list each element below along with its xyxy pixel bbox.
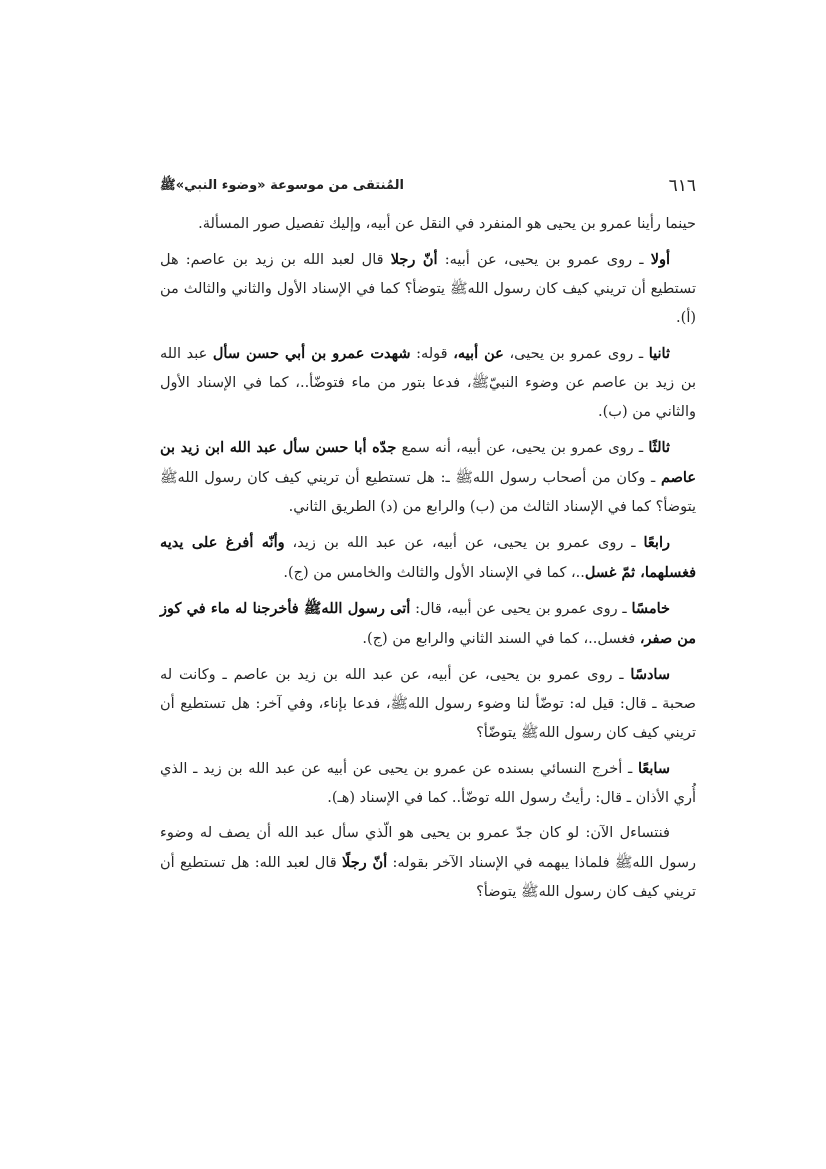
paragraph bbox=[160, 433, 696, 522]
text-run: حينما رأينا عمرو بن يحيى هو المنفرد في النقل عن أبيه، وإليك تفصيل صور المسألة. bbox=[198, 216, 696, 232]
bold-text-run: ثالثًا bbox=[648, 439, 670, 456]
bold-text-run: جدّه أبا حسن سأل عبد الله ابن زيد بن عاصم bbox=[160, 439, 696, 486]
bold-text-run: وأنّه أفرغ على يديه فغسلهما، ثمّ غسل bbox=[160, 534, 696, 581]
text-run: ـ روى عمرو بن يحيى، عن أبيه، أنه سمع bbox=[396, 440, 649, 456]
text-run: عبد الله بن زيد بن عاصم عن وضوء النبيّﷺ، فدعا بتور من ماء فتوضّأ..، كما في الإسناد الأول والثاني من (ب). bbox=[160, 346, 696, 420]
text-run: ـ روى عمرو بن يحيى، عن أبيه: bbox=[437, 252, 651, 268]
running-title: المُنتقى من موسوعة «وضوء النبي»ﷺ bbox=[160, 178, 404, 193]
bold-text-run: شهدت عمرو بن أبي حسن سأل bbox=[212, 345, 411, 362]
bold-text-run: سابعًا bbox=[637, 760, 670, 777]
text-run: ـ روى عمرو بن يحيى، bbox=[503, 346, 649, 362]
text-run: ـ روى عمرو بن يحيى، عن أبيه، عن عبد الله بن زيد بن عاصم ـ وكانت له صحبة ـ قال: قيل له: توضّأ لنا وضوء رسول اللهﷺ، فدعا بإناء، وفي آخر: هل تستطيع أن تريني كيف كان رسول اللهﷺ يتوضّأ؟ bbox=[160, 667, 696, 741]
text-run: قال لعبد الله: هل تستطيع أن تريني كيف كان رسول اللهﷺ يتوضأ؟ bbox=[160, 855, 696, 900]
bold-text-run: أتى رسول اللهﷺ فأخرجنا له ماء في كوز من صفر، bbox=[160, 600, 696, 647]
text-run: قال لعبد الله بن زيد بن عاصم: هل تستطيع أن تريني كيف كان رسول اللهﷺ يتوضأ؟ كما في الإسناد الأول والثاني والثالث من (أ). bbox=[160, 252, 696, 326]
paragraph bbox=[160, 594, 696, 654]
body-text bbox=[160, 210, 696, 913]
paragraph bbox=[160, 660, 696, 748]
bold-text-run: أنّ رجلا bbox=[390, 251, 438, 268]
bold-text-run: أنّ رجلًا bbox=[342, 854, 388, 871]
text-run: ـ وكان من أصحاب رسول اللهﷺ ـ: هل تستطيع أن تريني كيف كان رسول اللهﷺ يتوضأ؟ كما في الإسناد الثالث من (ب) والرابع من (د) الطريق الثاني. bbox=[160, 470, 696, 515]
paragraph bbox=[160, 528, 696, 588]
text-run: ـ روى عمرو بن يحيى عن أبيه، قال: bbox=[410, 601, 632, 617]
bold-text-run: سادسًا bbox=[630, 666, 670, 683]
page-number: ٦١٦ bbox=[668, 176, 696, 196]
text-run: فغسل..، كما في السند الثاني والرابع من (ج). bbox=[362, 631, 640, 647]
text-run: قوله: bbox=[410, 346, 454, 362]
page-header bbox=[160, 176, 696, 202]
bold-text-run: رابعًا bbox=[643, 534, 670, 551]
text-run: ..، كما في الإسناد الأول والثالث والخامس من (ج). bbox=[283, 565, 585, 581]
paragraph bbox=[160, 245, 696, 333]
paragraph bbox=[160, 754, 696, 813]
bold-text-run: أولا bbox=[650, 251, 670, 268]
text-run: ـ روى عمرو بن يحيى، عن أبيه، عن عبد الله بن زيد، bbox=[284, 535, 644, 551]
paragraph bbox=[160, 819, 696, 907]
bold-text-run: عن أبيه، bbox=[453, 345, 504, 362]
text-run: ـ أخرج النسائي بسنده عن عمرو بن يحيى عن أبيه عن عبد الله بن زيد ـ الذي أُري الأذان ـ قال: رأيتُ رسول الله توضّأ.. كما في الإسناد (هـ). bbox=[160, 761, 696, 806]
paragraph bbox=[160, 339, 696, 427]
text-run: فنتساءل الآن: لو كان جدّ عمرو بن يحيى هو الّذي سأل عبد الله أن يصف له وضوء رسول اللهﷺ فلماذا يبهمه في الإسناد الآخر بقوله: bbox=[160, 825, 697, 871]
bold-text-run: ثانيا bbox=[648, 345, 671, 362]
bold-text-run: خامسًا bbox=[631, 600, 670, 617]
paragraph bbox=[160, 210, 696, 239]
